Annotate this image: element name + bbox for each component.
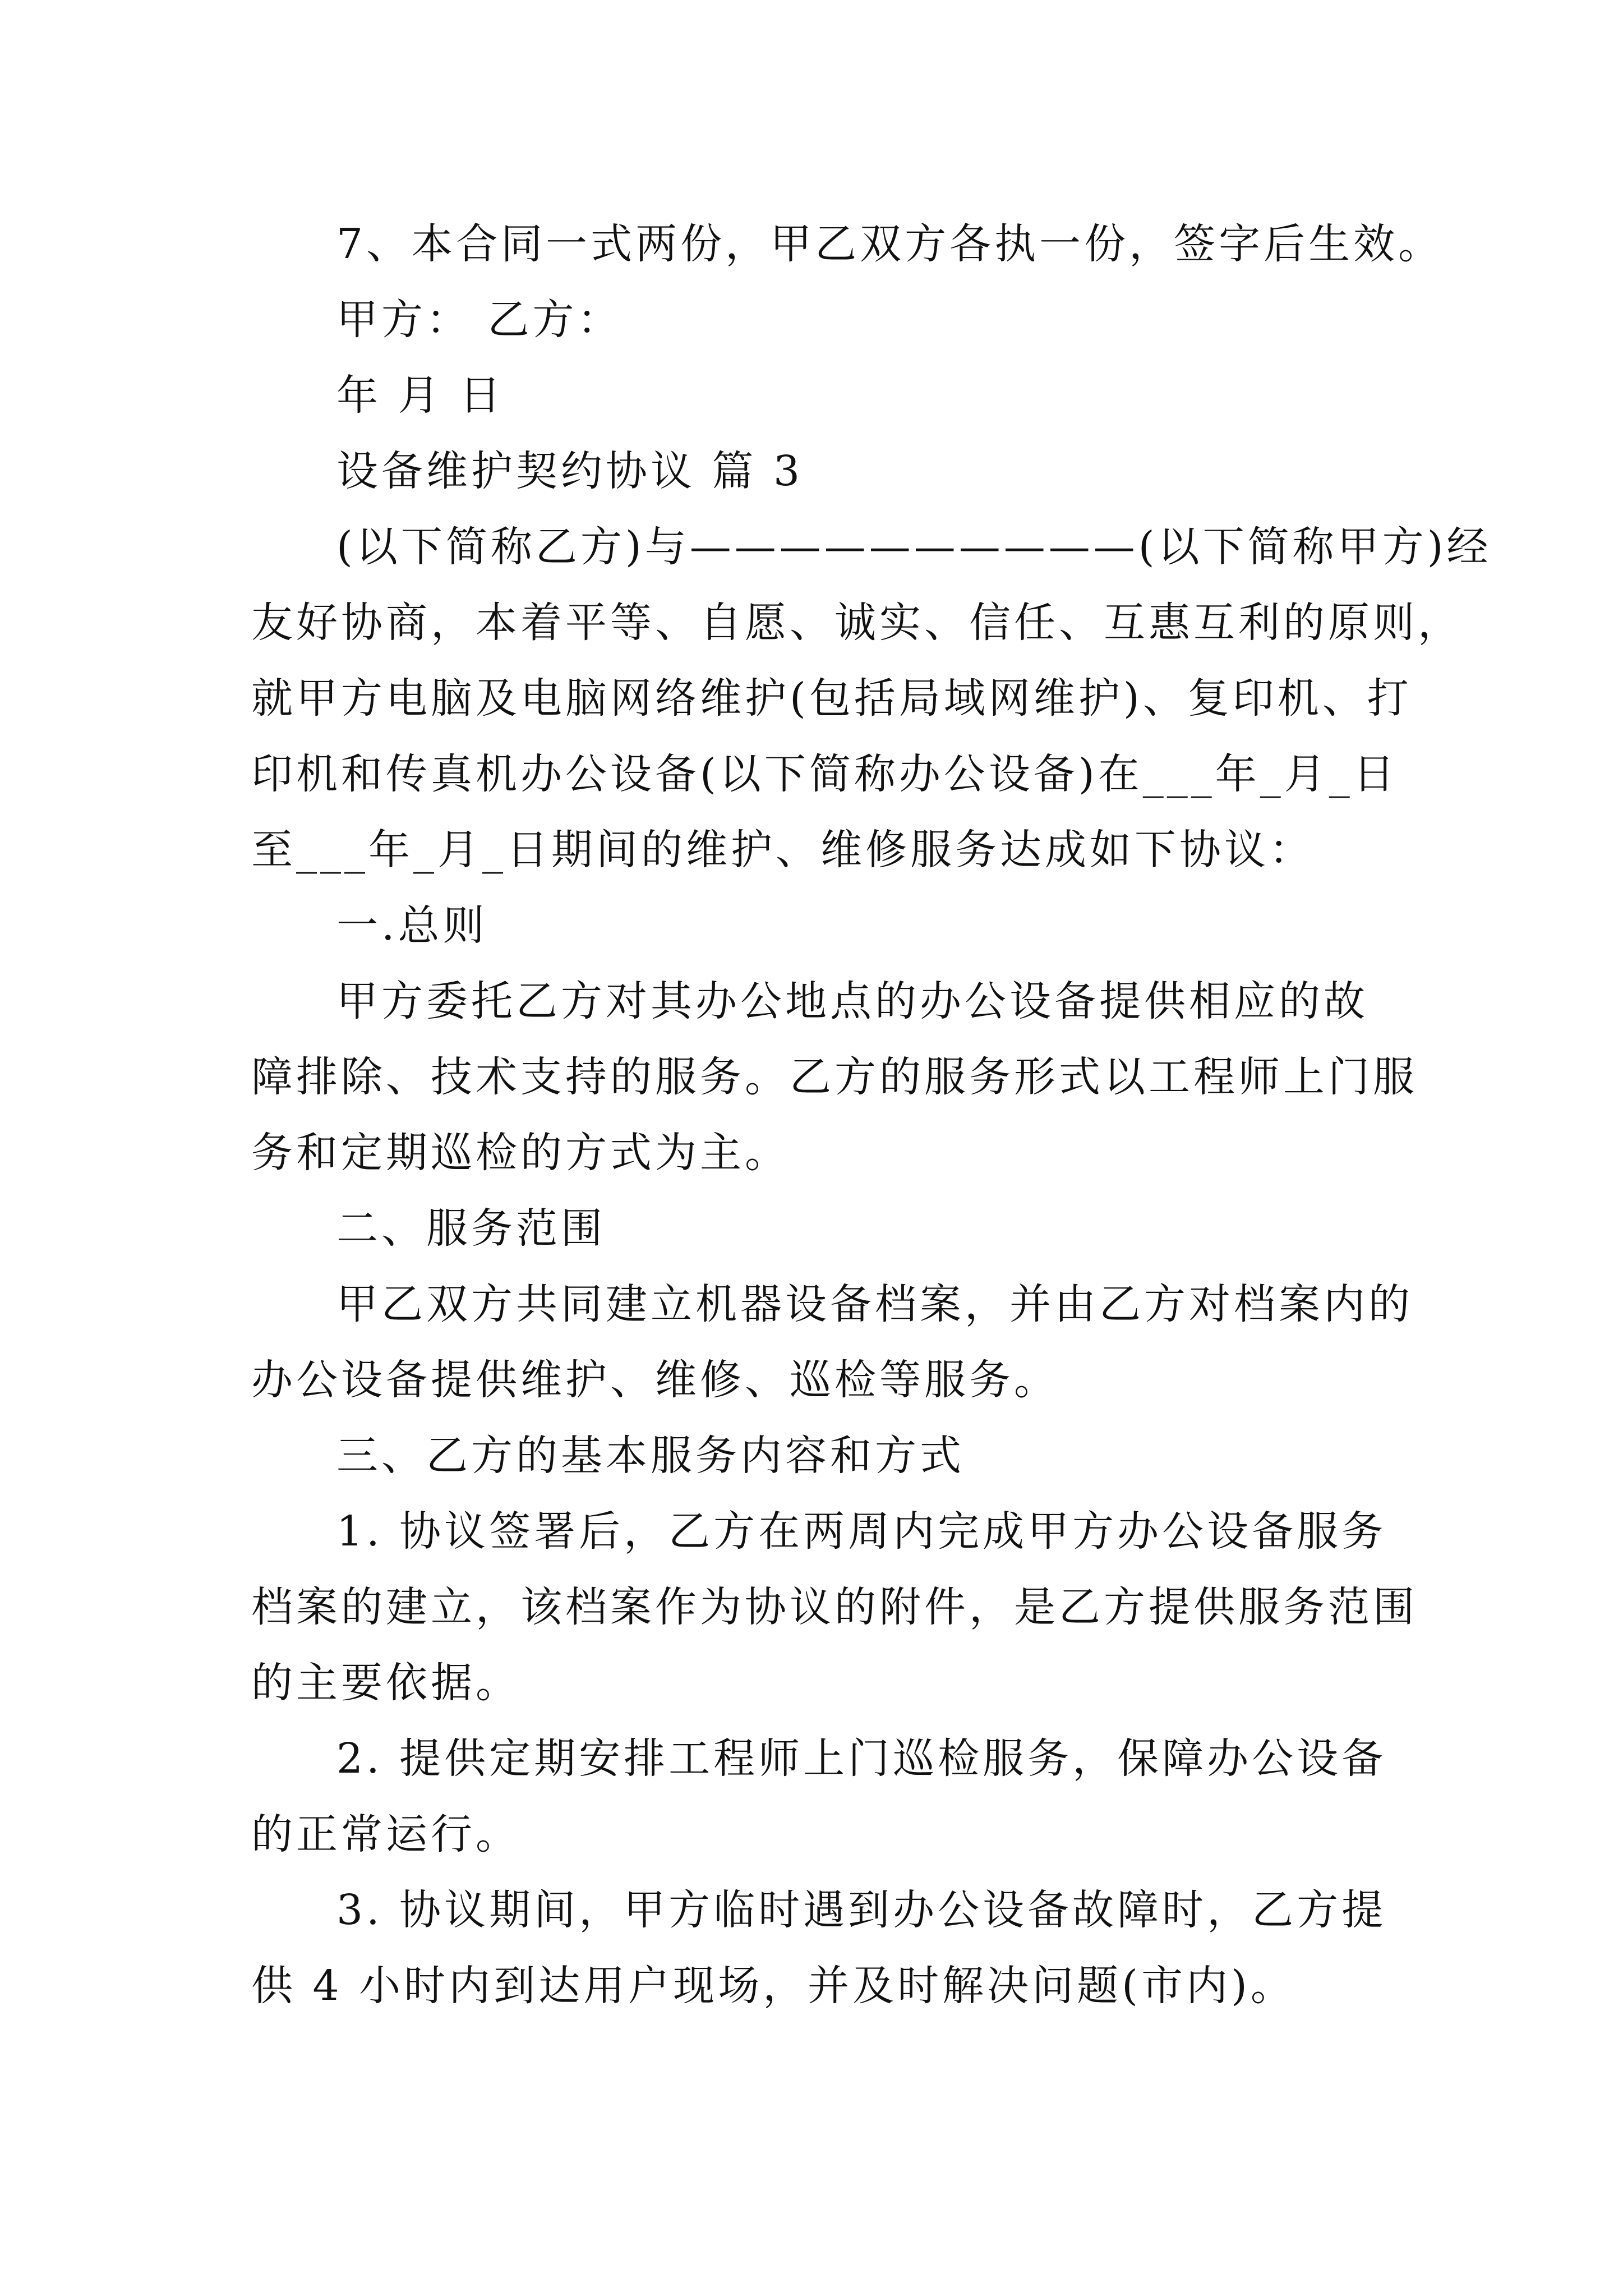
general-line-3: 务和定期巡检的方式为主。 — [251, 1129, 790, 1177]
preamble-line-3: 就甲方电脑及电脑网络维护(包括局域网维护)、复印机、打 — [251, 674, 1412, 723]
service-1-line-1: 1. 协议签署后，乙方在两周内完成甲方办公设备服务 — [336, 1507, 1387, 1556]
signature-parties: 甲方： 乙方： — [336, 296, 623, 344]
heading-services: 三、乙方的基本服务内容和方式 — [336, 1432, 965, 1480]
preamble-line-4: 印机和传真机办公设备(以下简称办公设备)在___年_月_日 — [251, 750, 1398, 798]
service-1-line-3: 的主要依据。 — [251, 1659, 520, 1707]
service-1-line-2: 档案的建立，该档案作为协议的附件，是乙方提供服务范围 — [251, 1583, 1418, 1631]
clause-7-text: 7、本合同一式两份，甲乙双方各执一份，签字后生效。 — [336, 220, 1444, 268]
general-line-2: 障排除、技术支持的服务。乙方的服务形式以工程师上门服 — [251, 1053, 1418, 1101]
service-2-line-1: 2. 提供定期安排工程师上门巡检服务，保障办公设备 — [336, 1734, 1387, 1783]
scope-line-2: 办公设备提供维护、维修、巡检等服务。 — [251, 1356, 1059, 1404]
service-3-line-2: 供 4 小时内到达用户现场，并及时解决问题(市内)。 — [251, 1962, 1295, 2010]
scope-line-1: 甲乙双方共同建立机器设备档案，并由乙方对档案内的 — [336, 1280, 1413, 1328]
heading-general: 一.总则 — [336, 901, 488, 950]
preamble-line-5: 至___年_月_日期间的维护、维修服务达成如下协议： — [251, 826, 1314, 874]
preamble-line-2: 友好协商，本着平等、自愿、诚实、信任、互惠互利的原则， — [251, 599, 1463, 647]
general-line-1: 甲方委托乙方对其办公地点的办公设备提供相应的故 — [336, 977, 1368, 1025]
service-3-line-1: 3. 协议期间，甲方临时遇到办公设备故障时，乙方提 — [336, 1886, 1387, 1934]
service-2-line-2: 的正常运行。 — [251, 1810, 520, 1858]
heading-scope: 二、服务范围 — [336, 1204, 606, 1253]
preamble-line-1: (以下简称乙方)与——————————(以下简称甲方)经 — [336, 523, 1492, 571]
section-title: 设备维护契约协议 篇 3 — [336, 447, 804, 495]
signature-date: 年 月 日 — [336, 371, 505, 420]
